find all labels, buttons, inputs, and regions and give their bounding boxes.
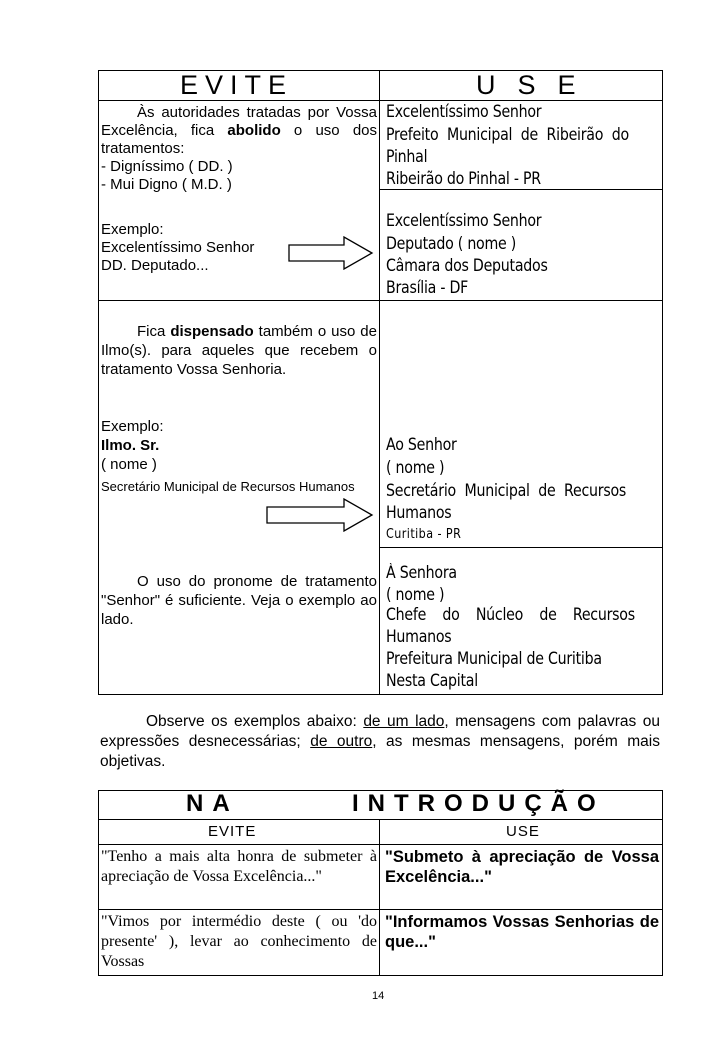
table2-column-divider — [379, 819, 380, 976]
table1-column-divider — [379, 70, 380, 695]
row2-left-text-post: também o uso de Ilmo(s). para aqueles que recebem o tratamento Vossa Senhoria. — [101, 323, 377, 378]
row2-right-a-line1: Ao Senhor — [386, 435, 457, 454]
row2-right-b-line1: À Senhora — [386, 563, 457, 582]
row1-example-label: Exemplo: — [101, 221, 164, 238]
table2-title-left: NA — [186, 790, 239, 817]
row2-right-b-line6: Nesta Capital — [386, 671, 478, 690]
paragraph-underline2: de outro — [310, 733, 373, 750]
row1-left-item2: - Mui Digno ( M.D. ) — [101, 176, 232, 193]
row1-left-item1: - Digníssimo ( DD. ) — [101, 158, 233, 175]
row1-right-a-line4: Ribeirão do Pinhal - PR — [386, 169, 541, 188]
paragraph-part1: Observe os exemplos abaixo: — [146, 713, 364, 730]
table2-row2-left: "Vimos por intermédio deste ( ou 'do presente' ), levar ao conhecimento de Vossas — [101, 913, 377, 970]
row2-right-b-line5: Prefeitura Municipal de Curitiba — [386, 649, 602, 668]
row1-right-b-line3: Câmara dos Deputados — [386, 256, 548, 275]
row1-right-b-line1: Excelentíssimo Senhor — [386, 211, 542, 230]
table2-row2-right: "Informamos Vossas Senhorias de que..." — [385, 913, 659, 951]
table2-title-divider — [98, 819, 663, 820]
table2-col-evite: EVITE — [208, 823, 257, 840]
row1-right-b-line2: Deputado ( nome ) — [386, 234, 517, 253]
row2-right-a-line3: Secretário Municipal de Recursos — [386, 481, 627, 500]
row1-right-a-line1: Excelentíssimo Senhor — [386, 102, 542, 121]
table2-header-divider — [98, 844, 663, 845]
row1-left-text-post: o uso dos tratamentos: — [101, 122, 378, 157]
row2-left-b-paragraph: O uso do pronome de tratamento "Senhor" é suficiente. Veja o exemplo ao lado. — [101, 573, 377, 628]
table2-col-use: USE — [506, 823, 540, 840]
page-number: 14 — [372, 990, 385, 1002]
row2-right-b-line2: ( nome ) — [386, 585, 445, 604]
row2-left-paragraph — [101, 322, 377, 379]
arrow-right-icon — [266, 498, 374, 532]
paragraph-part2: , mensagens com palavras ou expressões desnecessárias; — [100, 713, 660, 750]
arrow-right-icon — [288, 236, 374, 270]
row2-right-b-line3: Chefe do Núcleo de Recursos — [386, 605, 635, 624]
header-use: USE — [476, 70, 598, 100]
row2-right-b-line4: Humanos — [386, 627, 452, 646]
table2-row-divider — [98, 909, 663, 910]
header-evite: EVITE — [180, 70, 294, 100]
row2-example-line1: Ilmo. Sr. — [101, 437, 160, 454]
table1-right-divider-2 — [380, 547, 663, 548]
table2-title-right: INTRODUÇÃO — [352, 790, 605, 817]
paragraph-underline1: de um lado — [363, 713, 445, 730]
row1-right-a-line3: Pinhal — [386, 147, 428, 166]
row1-right-b-line4: Brasília - DF — [386, 278, 469, 297]
row1-left-text-pre: Às autoridades tratadas por Vossa Excelência, fica — [101, 104, 377, 139]
row1-left-paragraph — [101, 104, 377, 158]
row2-right-a-line2: ( nome ) — [386, 458, 445, 477]
row1-example-line2: DD. Deputado... — [101, 257, 209, 274]
row2-example-line3: Secretário Municipal de Recursos Humanos — [101, 479, 355, 494]
row1-example-line1: Excelentíssimo Senhor — [101, 239, 255, 256]
row1-right-a-line2: Prefeito Municipal de Ribeirão do — [386, 125, 629, 144]
table1-row-divider — [98, 300, 663, 301]
examples-intro-paragraph — [100, 712, 660, 772]
row2-example-label: Exemplo: — [101, 418, 164, 435]
row2-left-text-pre: Fica — [137, 323, 171, 340]
row2-right-a-line5: Curitiba - PR — [386, 527, 462, 542]
row2-right-a-line4: Humanos — [386, 503, 452, 522]
row1-left-text-bold: abolido — [227, 122, 281, 139]
table2-row1-right: "Submeto à apreciação de Vossa Excelência..." — [385, 848, 659, 886]
paragraph-part3: , as mesmas mensagens, porém mais objetivas. — [100, 733, 660, 770]
row2-left-text-bold: dispensado — [170, 323, 254, 340]
row2-example-line2: ( nome ) — [101, 456, 157, 473]
table2-row1-left: "Tenho a mais alta honra de submeter à apreciação de Vossa Excelência..." — [101, 848, 377, 885]
